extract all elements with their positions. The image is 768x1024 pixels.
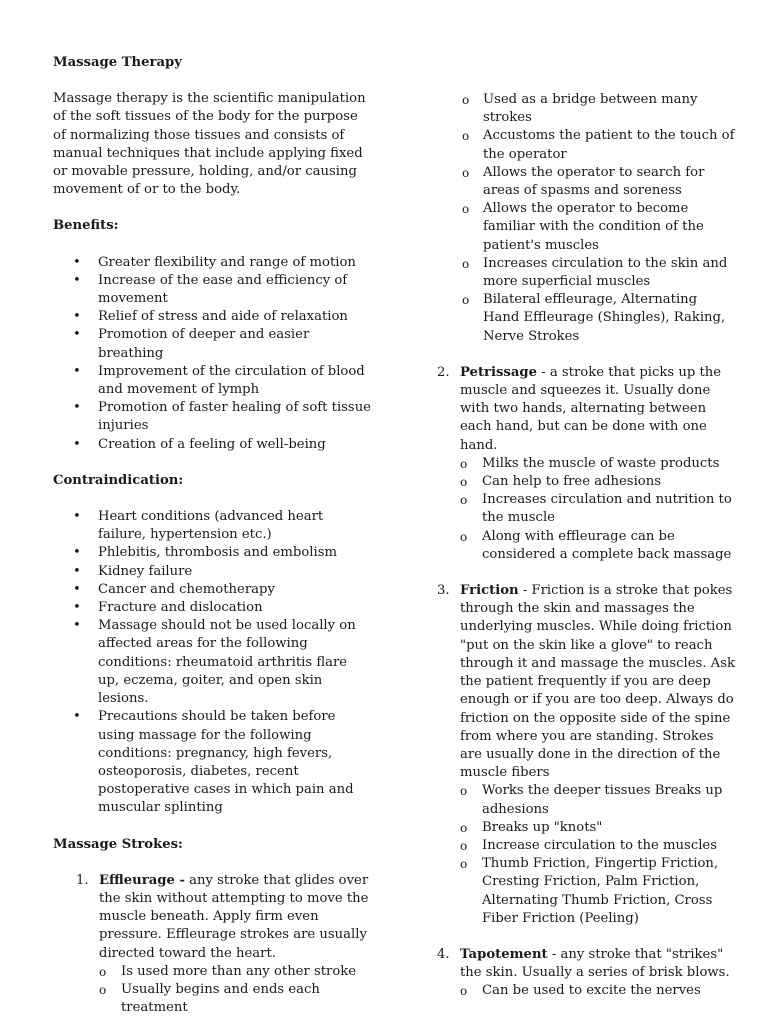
- list-item: o Along with effleurage can be considered a complete back massage: [460, 528, 737, 564]
- stroke-points-continued: [437, 91, 737, 346]
- list-item: • Precautions should be taken before using massage for the following conditions: pregnancy, high fevers, osteoporosis, diabetes, recent postoperative cases in which pain and muscular splinting: [53, 708, 371, 817]
- strokes-heading: Massage Strokes:: [53, 836, 183, 852]
- stroke-name: Effleurage -: [99, 872, 185, 888]
- stroke-points: [460, 782, 737, 928]
- list-item: • Fracture and dislocation: [53, 599, 371, 617]
- list-item: o Increase circulation to the muscles: [460, 837, 737, 855]
- stroke-text: [460, 946, 737, 982]
- list-item: • Relief of stress and aide of relaxation: [53, 308, 371, 326]
- stroke-effleurage: [76, 872, 371, 1018]
- list-item: o Thumb Friction, Fingertip Friction, Cresting Friction, Palm Friction, Alternating Thumb Friction, Cross Fiber Friction (Peeling): [460, 855, 737, 928]
- benefits-heading: Benefits:: [53, 218, 119, 234]
- list-item: • Promotion of faster healing of soft tissue injuries: [53, 399, 371, 435]
- document-title: Massage Therapy: [53, 55, 182, 70]
- list-item: • Creation of a feeling of well-being: [53, 436, 371, 454]
- list-item: o Allows the operator to become familiar with the condition of the patient's muscles: [437, 200, 737, 255]
- stroke-points: [460, 982, 737, 1000]
- stroke-points: [99, 963, 371, 1018]
- list-item: • Improvement of the circulation of blood and movement of lymph: [53, 363, 371, 399]
- list-item: o Usually begins and ends each treatment: [99, 981, 371, 1017]
- list-item: • Heart conditions (advanced heart failure, hypertension etc.): [53, 508, 371, 544]
- stroke-tapotement: [437, 946, 737, 1001]
- contraindication-heading: Contraindication:: [53, 472, 184, 488]
- stroke-petrissage: [437, 364, 737, 564]
- stroke-description: any stroke that glides over the skin without attempting to move the muscle beneath. Apply firm even pressure. Effleurage strokes are usually directed toward the heart.: [99, 872, 369, 961]
- stroke-number: 4.: [437, 946, 450, 962]
- stroke-friction: [437, 582, 737, 928]
- list-item: o Bilateral effleurage, Alternating Hand Effleurage (Shingles), Raking, Nerve Strokes: [437, 291, 737, 346]
- stroke-text: [460, 582, 737, 782]
- list-item: • Increase of the ease and efficiency of movement: [53, 272, 371, 308]
- contraindication-list: [53, 508, 371, 817]
- list-item: o Is used more than any other stroke: [99, 963, 371, 981]
- stroke-text: [99, 872, 371, 963]
- list-item: • Promotion of deeper and easier breathing: [53, 326, 371, 362]
- benefits-list: [53, 254, 371, 454]
- stroke-name: Petrissage: [460, 364, 538, 380]
- stroke-description: - Friction is a stroke that pokes through the skin and massages the underlying muscles. While doing friction "put on the skin like a glove" to reach through it and massage the muscles. Ask the patient frequently if you are deep enough or if you are too deep. Always do friction on the opposite side of the spine from where you are standing. Strokes are usually done in the direction of the muscle fibers: [460, 583, 735, 781]
- list-item: • Greater flexibility and range of motion: [53, 254, 371, 272]
- list-item: o Can be used to excite the nerves: [460, 982, 737, 1000]
- list-item: o Milks the muscle of waste products: [460, 455, 737, 473]
- list-item: o Accustoms the patient to the touch of the operator: [437, 127, 737, 163]
- list-item: o Breaks up "knots": [460, 819, 737, 837]
- stroke-name: Friction: [460, 583, 519, 599]
- stroke-number: 3.: [437, 583, 450, 599]
- right-column: [437, 91, 737, 1001]
- list-item: • Cancer and chemotherapy: [53, 581, 371, 599]
- stroke-description: - any stroke that "strikes" the skin. Usually a series of brisk blows.: [460, 946, 730, 981]
- list-item: • Phlebitis, thrombosis and embolism: [53, 544, 371, 562]
- stroke-text: [460, 364, 737, 455]
- list-item: o Increases circulation and nutrition to the muscle: [460, 491, 737, 527]
- stroke-name: Tapotement: [460, 946, 548, 962]
- list-item: • Massage should not be used locally on affected areas for the following conditions: rheumatoid arthritis flare up, eczema, goiter, and open skin lesions.: [53, 617, 371, 708]
- list-item: • Kidney failure: [53, 563, 371, 581]
- list-item: o Works the deeper tissues Breaks up adhesions: [460, 782, 737, 818]
- stroke-description: - a stroke that picks up the muscle and squeezes it. Usually done with two hands, alternating between each hand, but can be done with one hand.: [460, 364, 722, 453]
- list-item: o Can help to free adhesions: [460, 473, 737, 491]
- list-item: o Allows the operator to search for areas of spasms and soreness: [437, 164, 737, 200]
- stroke-number: 1.: [76, 872, 89, 888]
- left-column: [53, 54, 371, 1017]
- list-item: o Increases circulation to the skin and more superficial muscles: [437, 255, 737, 291]
- intro-paragraph: Massage therapy is the scientific manipulation of the soft tissues of the body for the purpose of normalizing those tissues and consists of manual techniques that include applying fixed or movable pressure, holding, and/or causing movement of or to the body.: [53, 91, 366, 198]
- stroke-number: 2.: [437, 364, 450, 380]
- list-item: o Used as a bridge between many strokes: [437, 91, 737, 127]
- stroke-points: [460, 455, 737, 564]
